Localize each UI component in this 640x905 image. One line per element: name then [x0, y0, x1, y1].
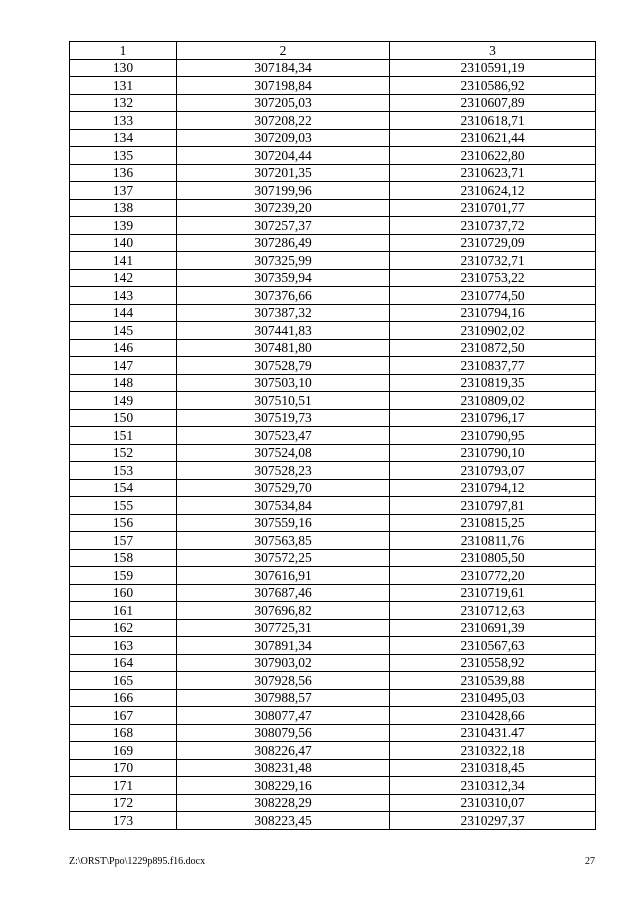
- table-row: [70, 129, 596, 147]
- y-coordinate-cell: 2310815,25: [390, 514, 596, 532]
- point-number-cell: 156: [70, 514, 177, 532]
- point-number-cell: 167: [70, 707, 177, 725]
- table-row: [70, 444, 596, 462]
- column-header-2: 2: [177, 42, 390, 60]
- y-coordinate-cell: 2310902,02: [390, 322, 596, 340]
- x-coordinate-cell: 307529,70: [177, 479, 390, 497]
- x-coordinate-cell: 307572,25: [177, 549, 390, 567]
- y-coordinate-cell: 2310774,50: [390, 287, 596, 305]
- table-row: [70, 287, 596, 305]
- table-row: [70, 654, 596, 672]
- x-coordinate-cell: 307204,44: [177, 147, 390, 165]
- y-coordinate-cell: 2310790,95: [390, 427, 596, 445]
- y-coordinate-cell: 2310624,12: [390, 182, 596, 200]
- y-coordinate-cell: 2310729,09: [390, 234, 596, 252]
- x-coordinate-cell: 307903,02: [177, 654, 390, 672]
- table-row: [70, 147, 596, 165]
- table-row: [70, 584, 596, 602]
- table-row: [70, 689, 596, 707]
- point-number-cell: 132: [70, 94, 177, 112]
- x-coordinate-cell: 307523,47: [177, 427, 390, 445]
- y-coordinate-cell: 2310322,18: [390, 742, 596, 760]
- x-coordinate-cell: 308226,47: [177, 742, 390, 760]
- point-number-cell: 171: [70, 777, 177, 795]
- table-row: [70, 59, 596, 77]
- table-row: [70, 462, 596, 480]
- table-row: [70, 602, 596, 620]
- y-coordinate-cell: 2310297,37: [390, 812, 596, 830]
- y-coordinate-cell: 2310805,50: [390, 549, 596, 567]
- table-row: [70, 724, 596, 742]
- y-coordinate-cell: 2310819,35: [390, 374, 596, 392]
- point-number-cell: 141: [70, 252, 177, 270]
- point-number-cell: 166: [70, 689, 177, 707]
- y-coordinate-cell: 2310701,77: [390, 199, 596, 217]
- point-number-cell: 164: [70, 654, 177, 672]
- table-row: [70, 532, 596, 550]
- x-coordinate-cell: 307988,57: [177, 689, 390, 707]
- x-coordinate-cell: 307199,96: [177, 182, 390, 200]
- column-header-3: 3: [390, 42, 596, 60]
- y-coordinate-cell: 2310712,63: [390, 602, 596, 620]
- point-number-cell: 151: [70, 427, 177, 445]
- y-coordinate-cell: 2310809,02: [390, 392, 596, 410]
- table-row: [70, 794, 596, 812]
- column-header-1: 1: [70, 42, 177, 60]
- x-coordinate-cell: 307209,03: [177, 129, 390, 147]
- x-coordinate-cell: 307205,03: [177, 94, 390, 112]
- point-number-cell: 146: [70, 339, 177, 357]
- y-coordinate-cell: 2310622,80: [390, 147, 596, 165]
- x-coordinate-cell: 307687,46: [177, 584, 390, 602]
- table-row: [70, 567, 596, 585]
- table-row: [70, 322, 596, 340]
- x-coordinate-cell: 307441,83: [177, 322, 390, 340]
- x-coordinate-cell: 307519,73: [177, 409, 390, 427]
- point-number-cell: 148: [70, 374, 177, 392]
- page-number: 27: [585, 856, 595, 867]
- table-row: [70, 549, 596, 567]
- table-row: [70, 707, 596, 725]
- table-row: [70, 77, 596, 95]
- x-coordinate-cell: 307257,37: [177, 217, 390, 235]
- x-coordinate-cell: 307616,91: [177, 567, 390, 585]
- point-number-cell: 154: [70, 479, 177, 497]
- table-row: [70, 374, 596, 392]
- x-coordinate-cell: 307891,34: [177, 637, 390, 655]
- y-coordinate-cell: 2310732,71: [390, 252, 596, 270]
- x-coordinate-cell: 308079,56: [177, 724, 390, 742]
- x-coordinate-cell: 307376,66: [177, 287, 390, 305]
- x-coordinate-cell: 307928,56: [177, 672, 390, 690]
- coordinates-table: [69, 41, 596, 830]
- point-number-cell: 152: [70, 444, 177, 462]
- y-coordinate-cell: 2310310,07: [390, 794, 596, 812]
- x-coordinate-cell: 308229,16: [177, 777, 390, 795]
- y-coordinate-cell: 2310794,16: [390, 304, 596, 322]
- y-coordinate-cell: 2310753,22: [390, 269, 596, 287]
- x-coordinate-cell: 307725,31: [177, 619, 390, 637]
- footer-file-path: Z:\ORST\Ppo\1229p895.f16.docx: [69, 856, 206, 867]
- point-number-cell: 133: [70, 112, 177, 130]
- table-row: [70, 812, 596, 830]
- point-number-cell: 160: [70, 584, 177, 602]
- y-coordinate-cell: 2310586,92: [390, 77, 596, 95]
- y-coordinate-cell: 2310618,71: [390, 112, 596, 130]
- table-row: [70, 409, 596, 427]
- point-number-cell: 173: [70, 812, 177, 830]
- table-row: [70, 759, 596, 777]
- table-row: [70, 269, 596, 287]
- table-row: [70, 199, 596, 217]
- point-number-cell: 158: [70, 549, 177, 567]
- table-row: [70, 304, 596, 322]
- table-row: [70, 392, 596, 410]
- table-row: [70, 252, 596, 270]
- x-coordinate-cell: 307563,85: [177, 532, 390, 550]
- y-coordinate-cell: 2310790,10: [390, 444, 596, 462]
- point-number-cell: 144: [70, 304, 177, 322]
- table-header-row: [70, 42, 596, 60]
- x-coordinate-cell: 307528,23: [177, 462, 390, 480]
- x-coordinate-cell: 307208,22: [177, 112, 390, 130]
- point-number-cell: 138: [70, 199, 177, 217]
- table-row: [70, 672, 596, 690]
- point-number-cell: 172: [70, 794, 177, 812]
- point-number-cell: 165: [70, 672, 177, 690]
- point-number-cell: 150: [70, 409, 177, 427]
- point-number-cell: 135: [70, 147, 177, 165]
- table-row: [70, 234, 596, 252]
- y-coordinate-cell: 2310567,63: [390, 637, 596, 655]
- x-coordinate-cell: 307286,49: [177, 234, 390, 252]
- y-coordinate-cell: 2310811,76: [390, 532, 596, 550]
- point-number-cell: 145: [70, 322, 177, 340]
- table-row: [70, 497, 596, 515]
- point-number-cell: 140: [70, 234, 177, 252]
- x-coordinate-cell: 308077,47: [177, 707, 390, 725]
- y-coordinate-cell: 2310772,20: [390, 567, 596, 585]
- point-number-cell: 147: [70, 357, 177, 375]
- point-number-cell: 157: [70, 532, 177, 550]
- table-row: [70, 217, 596, 235]
- point-number-cell: 143: [70, 287, 177, 305]
- x-coordinate-cell: 307325,99: [177, 252, 390, 270]
- point-number-cell: 163: [70, 637, 177, 655]
- table-row: [70, 112, 596, 130]
- x-coordinate-cell: 307239,20: [177, 199, 390, 217]
- table-row: [70, 164, 596, 182]
- point-number-cell: 170: [70, 759, 177, 777]
- x-coordinate-cell: 308228,29: [177, 794, 390, 812]
- y-coordinate-cell: 2310719,61: [390, 584, 596, 602]
- point-number-cell: 159: [70, 567, 177, 585]
- x-coordinate-cell: 307198,84: [177, 77, 390, 95]
- table-row: [70, 94, 596, 112]
- y-coordinate-cell: 2310794,12: [390, 479, 596, 497]
- table-row: [70, 777, 596, 795]
- y-coordinate-cell: 2310558,92: [390, 654, 596, 672]
- x-coordinate-cell: 307559,16: [177, 514, 390, 532]
- x-coordinate-cell: 307359,94: [177, 269, 390, 287]
- table-row: [70, 619, 596, 637]
- table-row: [70, 357, 596, 375]
- y-coordinate-cell: 2310691,39: [390, 619, 596, 637]
- x-coordinate-cell: 307387,32: [177, 304, 390, 322]
- y-coordinate-cell: 2310793,07: [390, 462, 596, 480]
- y-coordinate-cell: 2310428,66: [390, 707, 596, 725]
- y-coordinate-cell: 2310539,88: [390, 672, 596, 690]
- x-coordinate-cell: 307534,84: [177, 497, 390, 515]
- point-number-cell: 168: [70, 724, 177, 742]
- point-number-cell: 153: [70, 462, 177, 480]
- x-coordinate-cell: 307503,10: [177, 374, 390, 392]
- table-row: [70, 339, 596, 357]
- point-number-cell: 130: [70, 59, 177, 77]
- y-coordinate-cell: 2310621,44: [390, 129, 596, 147]
- y-coordinate-cell: 2310431.47: [390, 724, 596, 742]
- point-number-cell: 169: [70, 742, 177, 760]
- table-row: [70, 637, 596, 655]
- y-coordinate-cell: 2310495,03: [390, 689, 596, 707]
- x-coordinate-cell: 307524,08: [177, 444, 390, 462]
- point-number-cell: 142: [70, 269, 177, 287]
- y-coordinate-cell: 2310607,89: [390, 94, 596, 112]
- y-coordinate-cell: 2310796,17: [390, 409, 596, 427]
- x-coordinate-cell: 307201,35: [177, 164, 390, 182]
- point-number-cell: 161: [70, 602, 177, 620]
- point-number-cell: 137: [70, 182, 177, 200]
- x-coordinate-cell: 307510,51: [177, 392, 390, 410]
- point-number-cell: 149: [70, 392, 177, 410]
- x-coordinate-cell: 307528,79: [177, 357, 390, 375]
- y-coordinate-cell: 2310591,19: [390, 59, 596, 77]
- table-row: [70, 427, 596, 445]
- point-number-cell: 134: [70, 129, 177, 147]
- point-number-cell: 162: [70, 619, 177, 637]
- y-coordinate-cell: 2310623,71: [390, 164, 596, 182]
- coordinates-table-body: [70, 42, 596, 830]
- y-coordinate-cell: 2310737,72: [390, 217, 596, 235]
- table-row: [70, 479, 596, 497]
- point-number-cell: 131: [70, 77, 177, 95]
- table-row: [70, 514, 596, 532]
- point-number-cell: 136: [70, 164, 177, 182]
- x-coordinate-cell: 307696,82: [177, 602, 390, 620]
- table-row: [70, 742, 596, 760]
- x-coordinate-cell: 307184,34: [177, 59, 390, 77]
- y-coordinate-cell: 2310312,34: [390, 777, 596, 795]
- table-row: [70, 182, 596, 200]
- y-coordinate-cell: 2310797,81: [390, 497, 596, 515]
- y-coordinate-cell: 2310837,77: [390, 357, 596, 375]
- x-coordinate-cell: 307481,80: [177, 339, 390, 357]
- y-coordinate-cell: 2310318,45: [390, 759, 596, 777]
- x-coordinate-cell: 308223,45: [177, 812, 390, 830]
- x-coordinate-cell: 308231,48: [177, 759, 390, 777]
- point-number-cell: 155: [70, 497, 177, 515]
- y-coordinate-cell: 2310872,50: [390, 339, 596, 357]
- point-number-cell: 139: [70, 217, 177, 235]
